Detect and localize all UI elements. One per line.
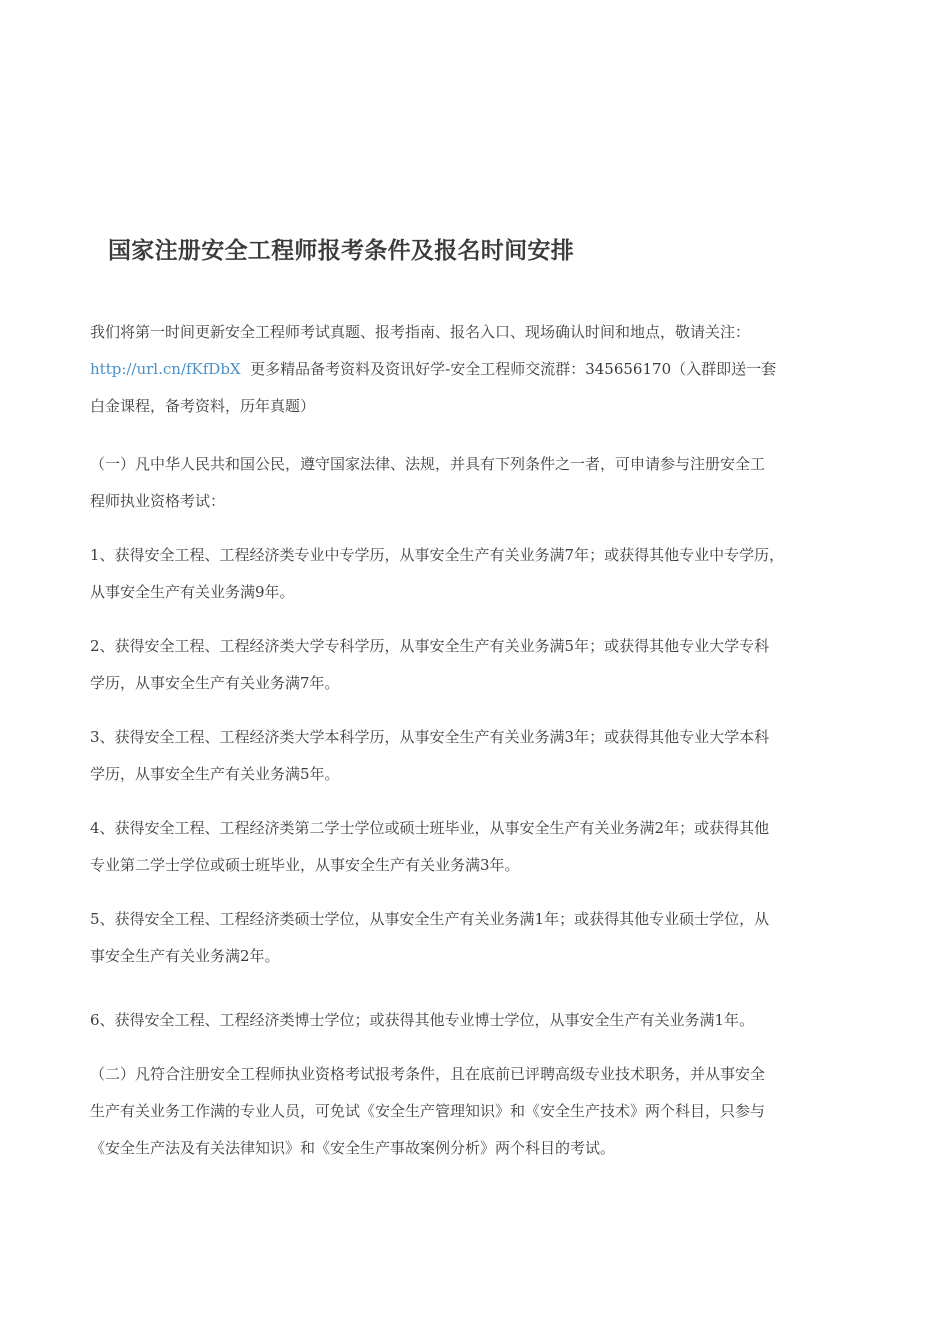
section-1-line-2: 程师执业资格考试： xyxy=(90,492,226,510)
intro-line-3: 白金课程，备考资料，历年真题） xyxy=(90,397,316,415)
section-2-line-1: （二）凡符合注册安全工程师执业资格考试报考条件，且在底前已评聘高级专业技术职务，并从事安全 xyxy=(90,1065,766,1083)
list-item xyxy=(90,1002,860,1039)
list-item-line-2: 事安全生产有关业务满2年。 xyxy=(90,947,280,965)
list-item-line-1: 1、获得安全工程、工程经济类专业中专学历，从事安全生产有关业务满7年；或获得其他专业中专学历， xyxy=(90,546,785,564)
intro-paragraph xyxy=(90,314,860,425)
intro-line-1: 我们将第一时间更新安全工程师考试真题、报考指南、报名入口、现场确认时间和地点，敬请关注： xyxy=(90,323,751,341)
list-item xyxy=(90,719,860,793)
list-item-line-2: 从事安全生产有关业务满9年。 xyxy=(90,583,295,601)
list-item-line-2: 学历，从事安全生产有关业务满5年。 xyxy=(90,765,340,783)
intro-line-2 xyxy=(90,351,860,388)
list-item-line-2: 专业第二学士学位或硕士班毕业，从事安全生产有关业务满3年。 xyxy=(90,856,520,874)
section-1-line-1: （一）凡中华人民共和国公民，遵守国家法律、法规，并具有下列条件之一者，可申请参与注册安全工 xyxy=(90,455,766,473)
list-item-line-2: 学历，从事安全生产有关业务满7年。 xyxy=(90,674,340,692)
list-item xyxy=(90,810,860,884)
list-item-line-1: 2、获得安全工程、工程经济类大学专科学历，从事安全生产有关业务满5年；或获得其他专业大学专科 xyxy=(90,637,770,655)
section-2-line-3: 《安全生产法及有关法律知识》和《安全生产事故案例分析》两个科目的考试。 xyxy=(90,1139,616,1157)
list-item-line-1: 4、获得安全工程、工程经济类第二学士学位或硕士班毕业，从事安全生产有关业务满2年；或获得其他 xyxy=(90,819,770,837)
document-title: 国家注册安全工程师报考条件及报名时间安排 xyxy=(108,238,574,264)
list-item xyxy=(90,628,860,702)
qq-group-link[interactable]: http://url.cn/fKfDbX xyxy=(90,360,241,378)
section-2-line-2: 生产有关业务工作满的专业人员，可免试《安全生产管理知识》和《安全生产技术》两个科目，只参与 xyxy=(90,1102,766,1120)
list-item xyxy=(90,537,860,611)
section-2-paragraph xyxy=(90,1056,860,1167)
list-item-line-1: 5、获得安全工程、工程经济类硕士学位，从事安全生产有关业务满1年；或获得其他专业硕士学位，从 xyxy=(90,910,770,928)
section-1-paragraph xyxy=(90,446,860,520)
list-item xyxy=(90,901,860,975)
list-item-line-1: 6、获得安全工程、工程经济类博士学位；或获得其他专业博士学位，从事安全生产有关业务满1年。 xyxy=(90,1011,755,1029)
list-item-line-1: 3、获得安全工程、工程经济类大学本科学历，从事安全生产有关业务满3年；或获得其他专业大学本科 xyxy=(90,728,770,746)
intro-line-2-text: 更多精品备考资料及资讯好学-安全工程师交流群：345656170（入群即送一套 xyxy=(240,360,777,378)
